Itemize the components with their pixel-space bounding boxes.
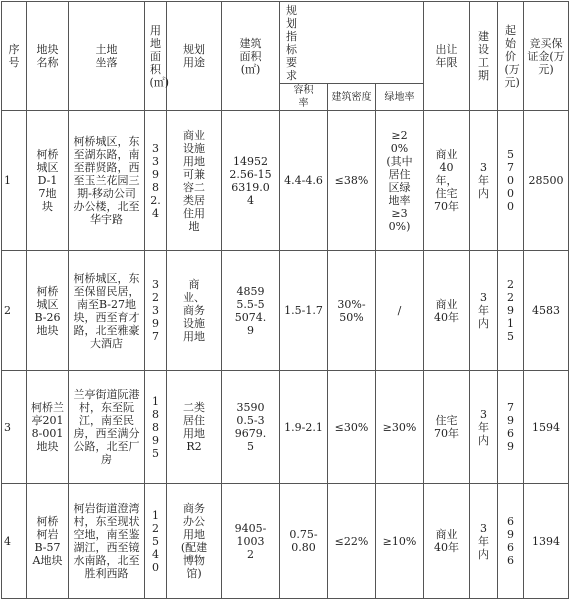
cell-transfer-term: 商业40年，住宅70年	[424, 111, 470, 251]
cell-construction-period: 3年内	[470, 111, 498, 251]
cell-starting-price: 7969	[498, 371, 524, 484]
cell-building-area: 48595.5-55074.9	[222, 251, 280, 371]
cell-building-area: 9405-10032	[222, 484, 280, 599]
cell-seq: 3	[2, 371, 27, 484]
land-auction-table	[1, 1, 569, 599]
cell-planned-use: 商务办公用地(配建博物馆)	[167, 484, 222, 599]
cell-construction-period: 3年内	[470, 371, 498, 484]
cell-land-area: 32397	[145, 251, 167, 371]
cell-green-ratio: ≥10%	[376, 484, 424, 599]
cell-parcel-name: 柯桥柯岩B-57A地块	[27, 484, 69, 599]
cell-plot-ratio: 0.75-0.80	[280, 484, 328, 599]
header-seq: 序号	[2, 2, 27, 111]
header-building-area: 建筑面积(㎡)	[222, 2, 280, 111]
cell-seq: 4	[2, 484, 27, 599]
cell-building-density: 30%-50%	[328, 251, 376, 371]
table-row	[2, 251, 569, 371]
cell-parcel-name: 柯桥城区D-17地块	[27, 111, 69, 251]
cell-starting-price: 22915	[498, 251, 524, 371]
cell-building-density: ≤38%	[328, 111, 376, 251]
cell-green-ratio: /	[376, 251, 424, 371]
cell-construction-period: 3年内	[470, 484, 498, 599]
cell-seq: 1	[2, 111, 27, 251]
cell-plot-ratio: 4.4-4.6	[280, 111, 328, 251]
cell-deposit: 1394	[524, 484, 569, 599]
cell-plot-ratio: 1.5-1.7	[280, 251, 328, 371]
cell-building-area: 35900.5-39679.5	[222, 371, 280, 484]
cell-planned-use: 商业设施用地可兼容二类居住用地	[167, 111, 222, 251]
cell-construction-period: 3年内	[470, 251, 498, 371]
header-parcel-name: 地块名称	[27, 2, 69, 111]
cell-starting-price: 6966	[498, 484, 524, 599]
header-deposit: 竞买保证金(万元)	[524, 2, 569, 111]
cell-seq: 2	[2, 251, 27, 371]
table-row	[2, 484, 569, 599]
cell-land-area: 33982.4	[145, 111, 167, 251]
table-row	[2, 111, 569, 251]
cell-land-area: 18895	[145, 371, 167, 484]
cell-plot-ratio: 1.9-2.1	[280, 371, 328, 484]
header-green-ratio: 绿地率	[376, 84, 424, 111]
header-location: 土地坐落	[69, 2, 145, 111]
cell-location: 兰亭街道阮港村，东至阮江，南至民房，西至满分公路，北至厂房	[69, 371, 145, 484]
header-construction-period: 建设工期	[470, 2, 498, 111]
cell-building-density: ≤22%	[328, 484, 376, 599]
cell-green-ratio: ≥20%(其中居住区绿地率≥30%)	[376, 111, 424, 251]
cell-deposit: 28500	[524, 111, 569, 251]
cell-transfer-term: 商业40年	[424, 251, 470, 371]
cell-parcel-name: 柯桥城区B-26地块	[27, 251, 69, 371]
cell-starting-price: 57000	[498, 111, 524, 251]
cell-deposit: 1594	[524, 371, 569, 484]
header-plot-ratio: 容积率	[280, 84, 328, 111]
cell-transfer-term: 住宅70年	[424, 371, 470, 484]
cell-deposit: 4583	[524, 251, 569, 371]
cell-planned-use: 二类居住用地R2	[167, 371, 222, 484]
header-building-density: 建筑密度	[328, 84, 376, 111]
table-row	[2, 371, 569, 484]
cell-parcel-name: 柯桥兰亭2018-001地块	[27, 371, 69, 484]
cell-building-density: ≤30%	[328, 371, 376, 484]
cell-transfer-term: 商业40年	[424, 484, 470, 599]
cell-land-area: 12540	[145, 484, 167, 599]
header-transfer-term: 出让年限	[424, 2, 470, 111]
cell-location: 柯桥城区，东至湖东路，南至群贤路，西至玉兰花园三期-移动公司办公楼，北至华宇路	[69, 111, 145, 251]
header-planned-use: 规划用途	[167, 2, 222, 111]
cell-green-ratio: ≥30%	[376, 371, 424, 484]
header-planning-indicators: 规划指标要求	[280, 2, 424, 84]
cell-location: 柯岩街道澄湾村，东至现状空地，南至鉴湖江，西至镜水南路，北至胜利西路	[69, 484, 145, 599]
cell-planned-use: 商业、商务设施用地	[167, 251, 222, 371]
header-starting-price: 起始价(万元)	[498, 2, 524, 111]
cell-building-area: 149522.56-156319.04	[222, 111, 280, 251]
cell-location: 柯桥城区，东至保留民居，南至B-27地块，西至育才路，北至雅豪大酒店	[69, 251, 145, 371]
header-land-area: 用地面积(㎡)	[145, 2, 167, 111]
